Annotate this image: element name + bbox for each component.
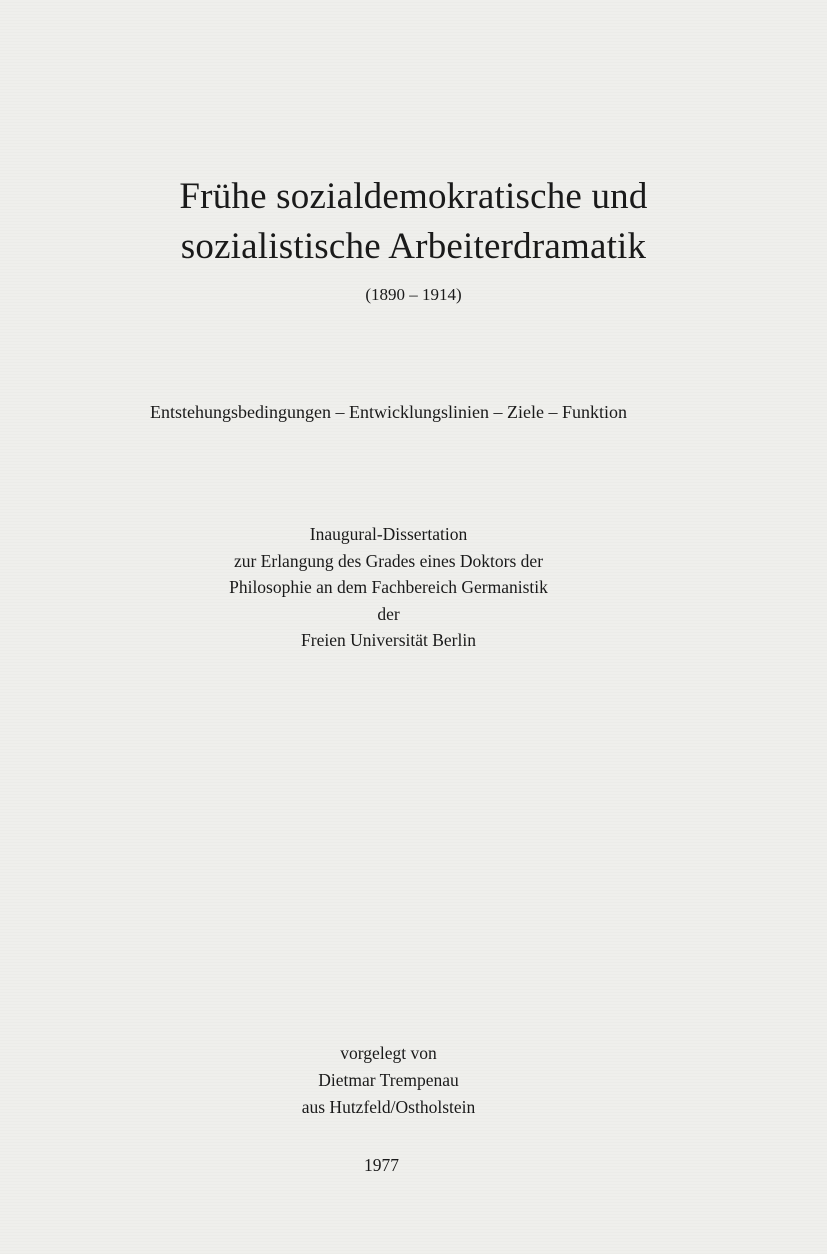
author-block (0, 1040, 777, 1121)
author-line-1: vorgelegt von (340, 1043, 437, 1063)
dissertation-line-2: zur Erlangung des Grades eines Doktors der (233, 550, 544, 571)
dissertation-line-1: Inaugural-Dissertation (309, 524, 468, 544)
dissertation-line-4: der (377, 603, 400, 624)
dissertation-statement (0, 521, 777, 654)
dissertation-line-5: Freien Universität Berlin (301, 630, 476, 650)
book-title-line-1: Frühe sozialdemokratische und (179, 176, 648, 217)
dissertation-line-3: Philosophie an dem Fachbereich Germanistik (229, 577, 548, 597)
author-origin: aus Hutzfeld/Ostholstein (301, 1097, 476, 1117)
book-title-line-2: sozialistische Arbeiterdramatik (180, 226, 647, 267)
publication-year: 1977 (364, 1155, 399, 1175)
subtitle: Entstehungsbedingungen – Entwicklungslinien – Ziele – Funktion (150, 402, 627, 422)
book-title (0, 172, 827, 272)
author-name: Dietmar Trempenau (318, 1070, 459, 1090)
period-range: (1890 – 1914) (365, 285, 462, 304)
